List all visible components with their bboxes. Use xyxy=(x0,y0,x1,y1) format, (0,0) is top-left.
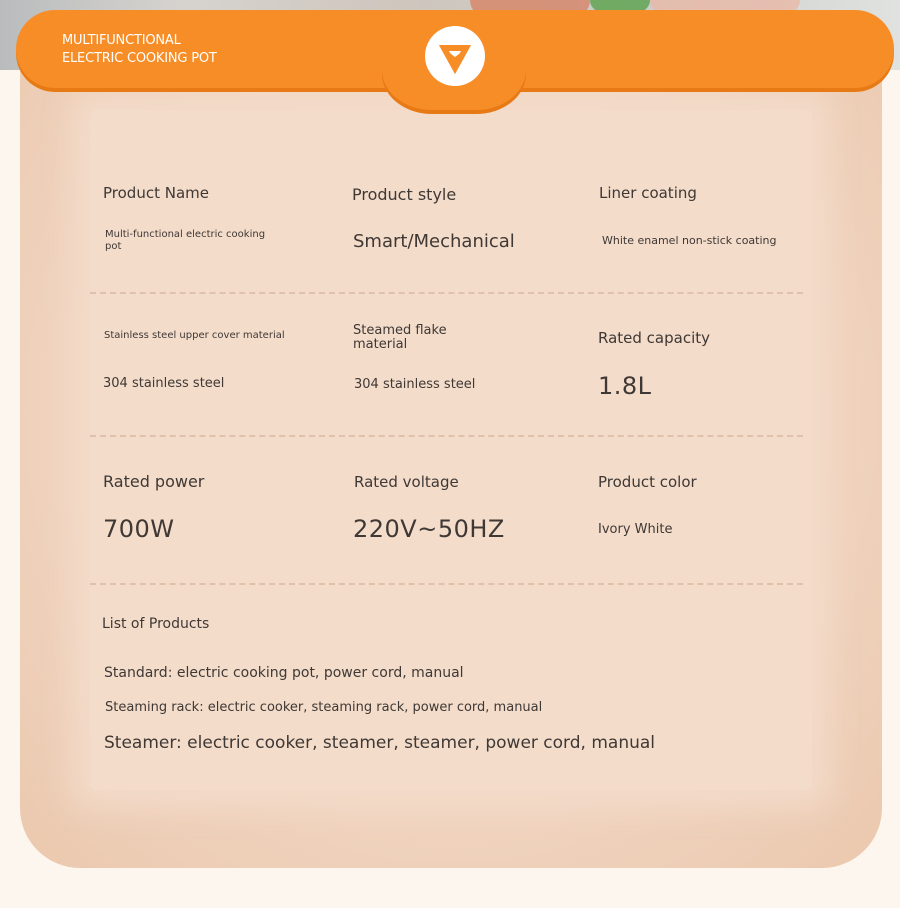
product-list-item-steamer: Steamer: electric cooker, steamer, steamer, power cord, manual xyxy=(104,733,656,753)
spec-value-rated-voltage: 220V~50HZ xyxy=(353,515,505,543)
banner-title-line1: MULTIFUNCTIONAL xyxy=(62,33,181,48)
product-list-item-standard: Standard: electric cooking pot, power cord, manual xyxy=(104,665,464,681)
spec-value-product-style: Smart/Mechanical xyxy=(353,231,515,252)
spec-label-rated-power: Rated power xyxy=(103,472,205,491)
spec-value-upper-cover-material: 304 stainless steel xyxy=(103,376,225,391)
spec-label-product-color: Product color xyxy=(598,473,697,491)
banner-title xyxy=(62,32,217,68)
row-divider-3 xyxy=(90,583,803,585)
product-list-title: List of Products xyxy=(102,616,210,632)
spec-value-rated-power: 700W xyxy=(103,515,175,543)
spec-label-rated-voltage: Rated voltage xyxy=(354,473,459,491)
row-divider-1 xyxy=(90,292,803,294)
spec-value-rated-capacity: 1.8L xyxy=(598,372,652,400)
spec-label-liner-coating: Liner coating xyxy=(599,184,697,202)
spec-label-upper-cover-material: Stainless steel upper cover material xyxy=(104,330,285,341)
spec-value-steamed-flake-material: 304 stainless steel xyxy=(354,377,476,392)
banner-title-line2: ELECTRIC COOKING POT xyxy=(62,51,217,66)
down-arrow-icon xyxy=(425,26,485,86)
row-divider-2 xyxy=(90,435,803,437)
spec-value-product-name: Multi-functional electric cooking pot xyxy=(105,229,266,252)
spec-label-steamed-flake-material: Steamed flake material xyxy=(353,323,447,352)
spec-value-product-color: Ivory White xyxy=(598,522,673,537)
spec-label-product-style: Product style xyxy=(352,185,457,204)
spec-label-rated-capacity: Rated capacity xyxy=(598,329,711,347)
spec-inner-panel xyxy=(90,110,812,790)
product-list-item-steaming-rack: Steaming rack: electric cooker, steaming rack, power cord, manual xyxy=(105,700,543,715)
spec-label-product-name: Product Name xyxy=(103,184,209,202)
badge-circle xyxy=(425,26,485,86)
spec-value-liner-coating: White enamel non-stick coating xyxy=(602,234,777,247)
